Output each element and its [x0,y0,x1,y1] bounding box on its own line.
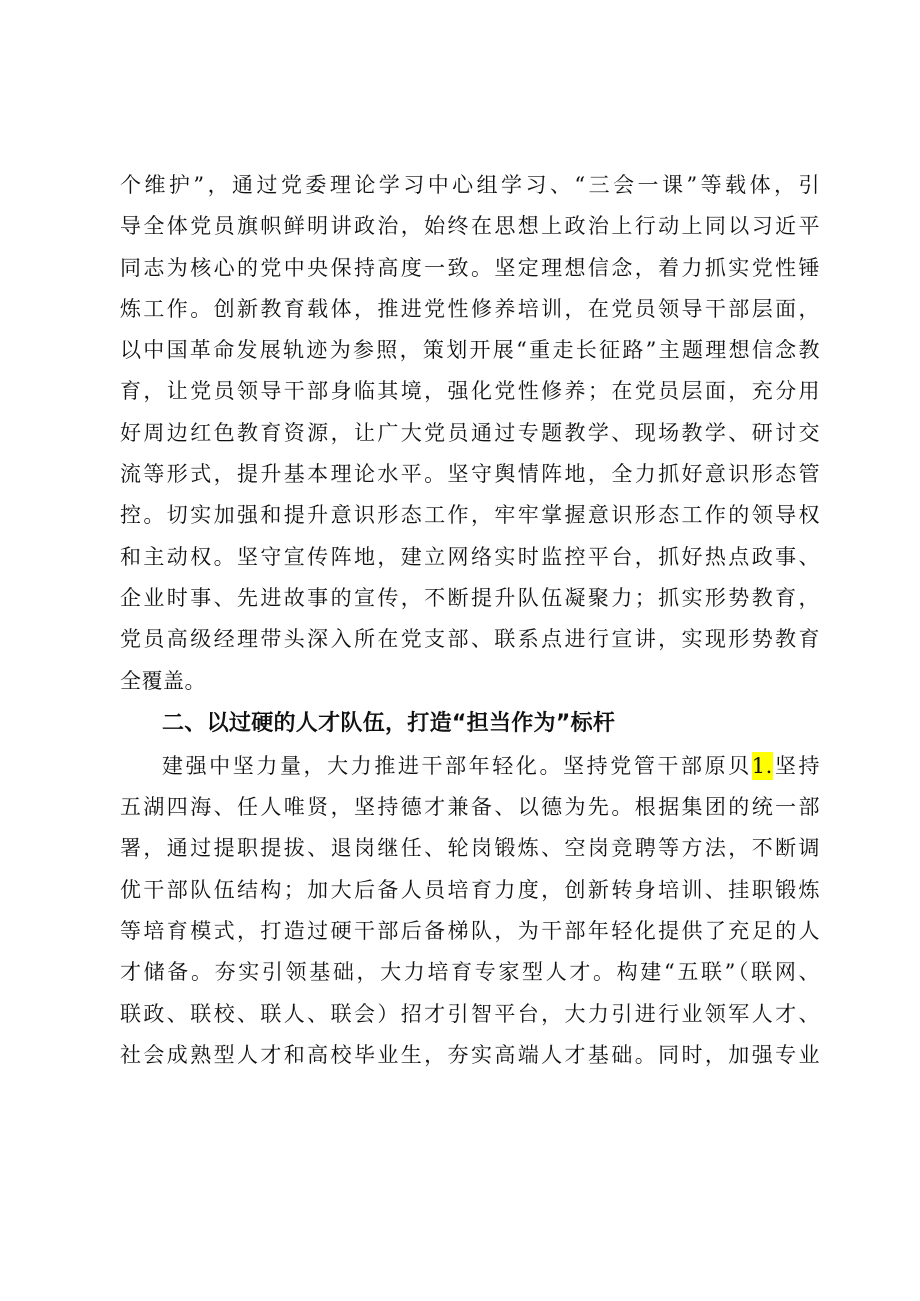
text-line: 优干部队伍结构；加大后备人员培育力度，创新转身培训、挂职锻炼 [120,877,820,902]
text-line: 五湖四海、任人唯贤，坚持德才兼备、以德为先。根据集团的统一部 [120,795,820,820]
text-line: 企业时事、先进故事的宣传，不断提升队伍凝聚力；抓实形势教育， [120,585,820,610]
text-line: 个维护”，通过党委理论学习中心组学习、“三会一课”等载体，引 [120,173,820,197]
text-line: 等培育模式，打造过硬干部后备梯队，为干部年轻化提供了充足的人 [120,919,820,944]
text-line: 育，让党员领导干部身临其境，强化党性修养；在党员层面，充分用 [120,379,820,404]
text-line: 署，通过提职提拔、退岗继任、轮岗锻炼、空岗竞聘等方法，不断调 [120,836,820,861]
text-segment: 坚持 [772,753,820,778]
highlighted-text: 1. [751,753,773,778]
text-line: 流等形式，提升基本理论水平。坚守舆情阵地，全力抓好意识形态管 [120,462,820,487]
text-line: 社会成熟型人才和高校毕业生，夯实高端人才基础。同时，加强专业 [120,1042,820,1067]
text-line: 以中国革命发展轨迹为参照，策划开展“重走长征路”主题理想信念教 [120,338,820,363]
text-line-first [120,746,820,787]
text-line: 和主动权。坚守宣传阵地，建立网络实时监控平台，抓好热点政事、 [120,544,820,569]
document-body [120,165,820,1076]
section-heading: 二、以过硬的人才队伍，打造“担当作为”标杆 [162,710,616,736]
text-line: 炼工作。创新教育载体，推进党性修养培训，在党员领导干部层面， [120,296,820,321]
text-line: 才储备。夯实引领基础，大力培育专家型人才。构建“五联”（联网、 [120,960,820,985]
text-line: 党员高级经理带头深入所在党支部、联系点进行宣讲，实现形势教育 [120,627,820,652]
text-segment: 建强中坚力量，大力推进干部年轻化。坚持党管干部原贝 [162,753,752,778]
text-line: 控。切实加强和提升意识形态工作，牢牢掌握意识形态工作的领导权 [120,503,820,528]
text-line: 同志为核心的党中央保持高度一致。坚定理想信念，着力抓实党性锤 [120,255,820,280]
text-line: 导全体党员旗帜鲜明讲政治，始终在思想上政治上行动上同以习近平 [120,214,820,239]
text-line: 好周边红色教育资源，让广大党员通过专题教学、现场教学、研讨交 [120,420,820,445]
text-line: 全覆盖。 [120,668,206,693]
text-line: 联政、联校、联人、联会）招才引智平台，大力引进行业领军人才、 [120,1001,820,1026]
